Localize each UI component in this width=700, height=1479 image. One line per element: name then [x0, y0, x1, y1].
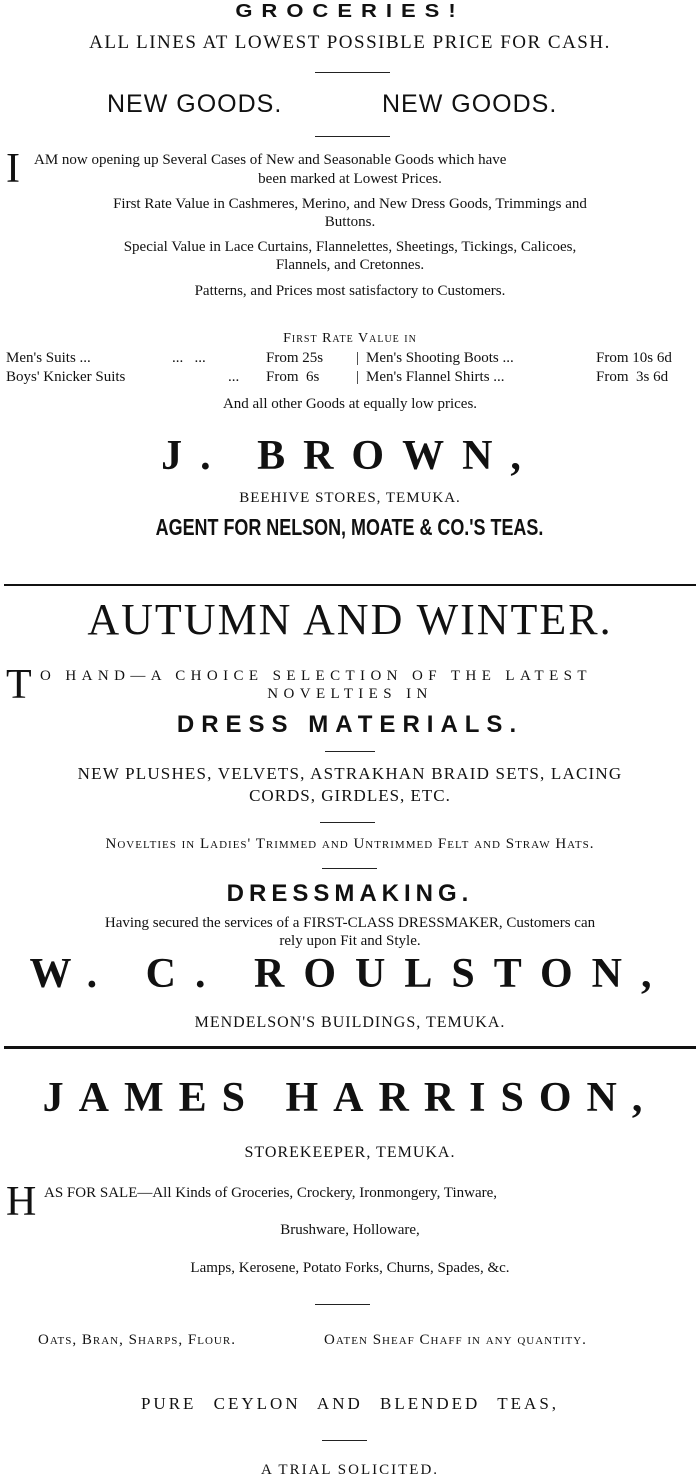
plushes-line1: NEW PLUSHES, VELVETS, ASTRAKHAN BRAID SETS, LACING	[77, 764, 623, 783]
for-sale-line2: Brushware, Holloware,	[280, 1222, 420, 1238]
brace-divider: |	[356, 350, 360, 366]
cashmeres-line1: First Rate Value in Cashmeres, Merino, and New Dress Goods, Trimmings and	[113, 196, 587, 212]
mendelson-address: MENDELSON'S BUILDINGS, TEMUKA.	[194, 1014, 506, 1031]
j-brown-name: J. BROWN,	[161, 433, 539, 479]
newspaper-page: GROCERIES! ALL LINES AT LOWEST POSSIBLE PRICE FOR CASH. NEW GOODS. NEW GOODS. I AM now opening up Several Cases of New and Seasonable Goods which have been marked at Lowest Prices. First Rate Value in Cashmeres, Merino, and New Dress Goods, Trimmings and Buttons. Special Value in Lace Curtains, Flannelettes, Sheetings, Tickings, Calicoes, Flannels, and Cretonnes. Patterns, and Prices most satisfactory to Customers. First Rate Value in Men's Suits ... ... ... From 25s | Men's Shooting Boots ... From 10s 6d Boys' Knicker Suits ... From 6s | Men's Flannel Shirts ... From 3s 6d And all other Goods at equally low prices. J. BROWN, BEEHIVE STORES, TEMUKA. AGENT FOR NELSON, MOATE & CO.'S TEAS. AUTUMN AND WINTER. T O HAND—A CHOICE SELECTION OF THE LATEST NOVELTIES IN DRESS MATERIALS. NEW PLUSHES, VELVETS, ASTRAKHAN BRAID SETS, LACING CORDS, GIRDLES, ETC. Novelties in Ladies' Trimmed and Untrimmed Felt and Straw Hats. DRESSMAKING. Having secured the services of a FIRST-CLASS DRESSMAKER, Customers can rely upon Fit and Style. W. C. ROULSTON, MENDELSON'S BUILDINGS, TEMUKA. JAMES HARRISON, STOREKEEPER, TEMUKA. H AS FOR SALE—All Kinds of Groceries, Crockery, Ironmongery, Tinware, Brushware, Holloware, Lamps, Kerosene, Potato Forks, Churns, Spades, &c. Oats, Bran, Sharps, Flour. Oaten Sheaf Chaff in any quantity. PURE CEYLON AND BLENDED TEAS, A TRIAL SOLICITED.	[0, 0, 700, 1479]
for-sale-line1: AS FOR SALE—All Kinds of Groceries, Crockery, Ironmongery, Tinware,	[44, 1185, 498, 1201]
dress-materials-heading: DRESS MATERIALS.	[176, 711, 524, 738]
autumn-winter-heading: AUTUMN AND WINTER.	[87, 595, 613, 644]
lace-curtains-line2: Flannels, and Cretonnes.	[275, 257, 425, 273]
all-other-goods: And all other Goods at equally low prices.	[222, 396, 478, 412]
divider	[322, 1440, 367, 1441]
groceries-heading: GROCERIES!	[235, 0, 465, 22]
divider	[315, 1304, 370, 1305]
first-rate-heading: First Rate Value in	[283, 331, 417, 346]
divider	[315, 136, 390, 137]
cashmeres-line2: Buttons.	[324, 214, 376, 230]
beehive-address: BEEHIVE STORES, TEMUKA.	[239, 490, 461, 506]
lace-curtains-line1: Special Value in Lace Curtains, Flannelettes, Sheetings, Tickings, Calicoes,	[123, 239, 577, 255]
roulston-name: W. C. ROULSTON,	[29, 951, 671, 997]
opening-paragraph-line1: AM now opening up Several Cases of New and Seasonable Goods which have	[34, 152, 507, 168]
opening-paragraph-line2: been marked at Lowest Prices.	[258, 171, 442, 187]
price-table	[0, 350, 700, 388]
services-line2: rely upon Fit and Style.	[279, 933, 421, 949]
trial-solicited: A TRIAL SOLICITED.	[260, 1462, 440, 1478]
patterns-line: Patterns, and Prices most satisfactory to Customers.	[194, 283, 506, 299]
cash-tagline: ALL LINES AT LOWEST POSSIBLE PRICE FOR CASH.	[89, 32, 611, 53]
ceylon-teas: PURE CEYLON AND BLENDED TEAS,	[140, 1394, 560, 1413]
section-divider	[4, 584, 696, 586]
price-row: Boys' Knicker Suits ... From 6s | Men's Flannel Shirts ... From 3s 6d	[6, 369, 669, 385]
services-line1: Having secured the services of a FIRST-CLASS DRESSMAKER, Customers can	[104, 915, 596, 931]
to-hand-line1: O HAND—A CHOICE SELECTION OF THE LATEST	[40, 668, 592, 684]
divider	[325, 751, 375, 752]
plushes-line2: CORDS, GIRDLES, ETC.	[249, 786, 451, 805]
section-divider	[4, 1046, 696, 1049]
brace-divider: |	[356, 369, 360, 385]
lamps-line: Lamps, Kerosene, Potato Forks, Churns, Spades, &c.	[190, 1260, 510, 1276]
dressmaking-heading: DRESSMAKING.	[226, 880, 474, 907]
price-row: Men's Suits ... ... ... From 25s | Men's Shooting Boots ... From 10s 6d	[6, 350, 672, 366]
nelson-moate-agent: AGENT FOR NELSON, MOATE & CO.'S TEAS.	[156, 514, 544, 540]
hats-novelties: Novelties in Ladies' Trimmed and Untrimmed Felt and Straw Hats.	[105, 836, 595, 852]
divider	[315, 72, 390, 73]
divider	[320, 822, 375, 823]
drop-cap-i: I	[6, 146, 20, 192]
drop-cap-t: T	[6, 662, 32, 708]
to-hand-line2: NOVELTIES IN	[267, 686, 433, 702]
storekeeper-title: STOREKEEPER, TEMUKA.	[244, 1144, 456, 1161]
drop-cap-h: H	[6, 1179, 37, 1225]
divider	[322, 868, 377, 869]
james-harrison-name: JAMES HARRISON,	[42, 1075, 658, 1121]
